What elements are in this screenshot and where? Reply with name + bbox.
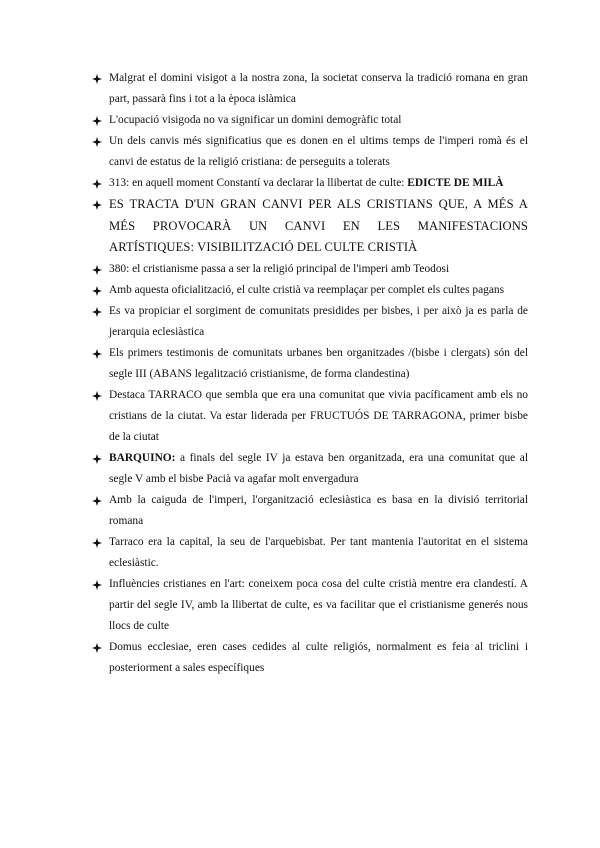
item-text: Els primers testimonis de comunitats urbanes ben organitzades /(bisbe i clergats) són del segle III (ABANS legalització cristianisme, de forma clandestina) — [109, 346, 528, 380]
diamond-bullet-icon — [92, 259, 104, 280]
item-bold-text: EDICTE DE MILÀ — [407, 177, 504, 189]
diamond-bullet-icon — [92, 68, 104, 89]
list-item — [92, 448, 528, 490]
item-text: Es va propiciar el sorgiment de comunitats presidides per bisbes, i per això ja es parla de jerarquia eclesiàstica — [109, 304, 528, 338]
item-text: Destaca TARRACO que sembla que era una comunitat que vivia pacíficament amb els no cristians de la ciutat. Va estar liderada per FRUCTUÓS DE TARRAGONA, primer bisbe de la ciutat — [109, 388, 528, 443]
diamond-bullet-icon — [92, 532, 104, 553]
diamond-bullet-icon — [92, 131, 104, 152]
item-text: 380: el cristianisme passa a ser la religió principal de l'imperi amb Teodosi — [109, 262, 450, 275]
item-text: L'ocupació visigoda no va significar un domini demogràfic total — [109, 114, 402, 126]
list-item — [92, 343, 528, 385]
list-item — [92, 532, 528, 574]
diamond-bullet-icon — [92, 280, 104, 301]
item-text: a finals del segle IV ja estava ben organitzada, era una comunitat que al segle V amb el bisbe Pacià va agafar molt envergadura — [109, 451, 528, 485]
list-item — [92, 259, 528, 280]
item-text: Influències cristianes en l'art: coneixem poca cosa del culte cristià mentre era clandestí. A partir del segle IV, amb la llibertat de culte, es va facilitar que el cristianisme generés nous llocs de culte — [109, 577, 528, 632]
list-item — [92, 280, 528, 301]
diamond-bullet-icon — [92, 110, 104, 131]
item-text: Tarraco era la capital, la seu de l'arquebisbat. Per tant mantenia l'autoritat en el sistema eclesiàstic. — [109, 535, 528, 569]
list-item — [92, 385, 528, 448]
diamond-bullet-icon — [92, 301, 104, 322]
item-text: Domus ecclesiae, eren cases cedides al culte religiós, normalment es feia al triclini i posteriorment a sales específiques — [109, 640, 528, 674]
diamond-bullet-icon — [92, 343, 104, 364]
diamond-bullet-icon — [92, 385, 104, 406]
list-item — [92, 68, 528, 110]
item-bold-text: BARQUINO: — [109, 451, 176, 464]
list-item — [92, 173, 528, 194]
item-text: Un dels canvis més significatius que es donen en el ultims temps de l'imperi romà és el canvi de estatus de la religió cristiana: de perseguits a tolerats — [109, 135, 528, 168]
bullet-list — [92, 68, 528, 679]
item-text: Amb aquesta oficialització, el culte cristià va reemplaçar per complet els cultes pagans — [109, 283, 505, 296]
diamond-bullet-icon — [92, 194, 104, 215]
item-text: Malgrat el domini visigot a la nostra zona, la societat conserva la tradició romana en gran part, passarà fins i tot a la època islàmica — [109, 72, 528, 105]
item-text: 313: en aquell moment Constantí va declarar la llibertat de culte: — [109, 177, 408, 189]
list-item — [92, 194, 528, 259]
list-item — [92, 131, 528, 173]
diamond-bullet-icon — [92, 574, 104, 595]
item-text: Amb la caiguda de l'imperi, l'organització eclesiàstica es basa en la divisió territorial romana — [109, 493, 528, 527]
list-item — [92, 574, 528, 637]
diamond-bullet-icon — [92, 173, 104, 194]
item-text: ES TRACTA D'UN GRAN CANVI PER ALS CRISTIANS QUE, A MÉS A MÉS PROVOCARÀ UN CANVI EN LES MANIFESTACIONS ARTÍSTIQUES: VISIBILITZACIÓ DEL CULTE CRISTIÀ — [109, 197, 528, 254]
list-item — [92, 490, 528, 532]
list-item — [92, 301, 528, 343]
diamond-bullet-icon — [92, 448, 104, 469]
list-item — [92, 637, 528, 679]
list-item — [92, 110, 528, 131]
diamond-bullet-icon — [92, 637, 104, 658]
diamond-bullet-icon — [92, 490, 104, 511]
